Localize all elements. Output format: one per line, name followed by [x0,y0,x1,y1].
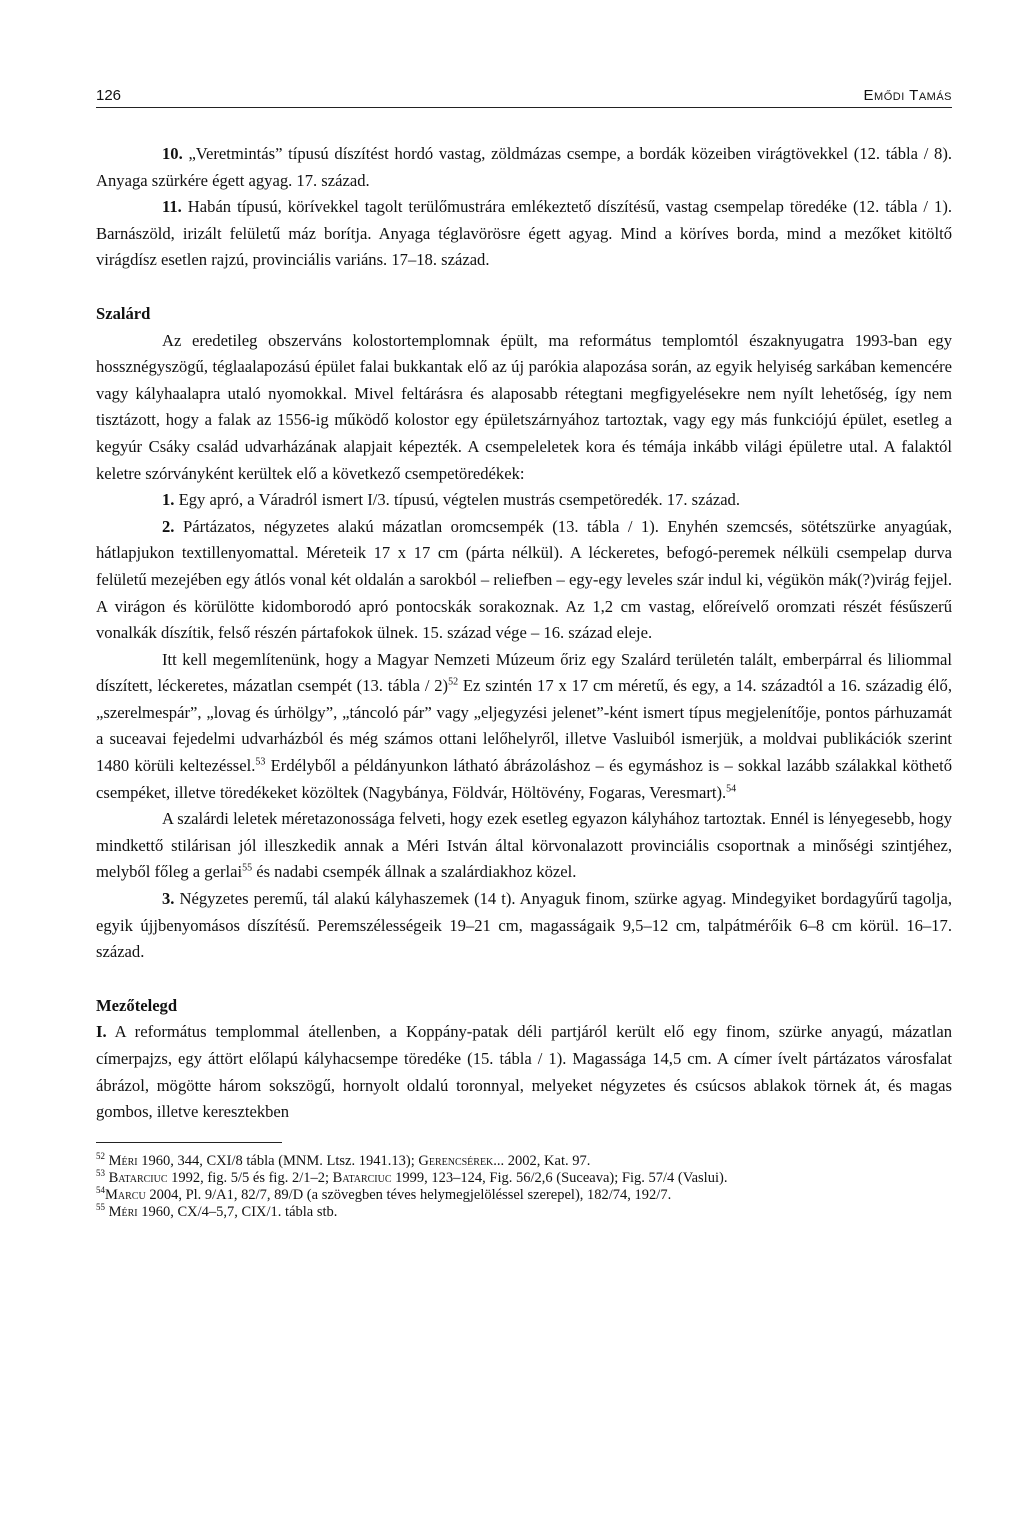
section-heading-szalard: Szalárd [96,303,151,323]
catalog-item-10 [96,141,952,194]
szalard-item-3 [96,886,952,966]
footnote-author: Méri [108,1152,138,1169]
footnote-ref-53[interactable]: 53 [255,756,266,768]
footnote-text: 1960, 344, CXI/8 tábla (MNM. Ltsz. 1941.13); [137,1152,419,1169]
szalard-paragraph-museum [96,647,952,807]
footnote-ref-55[interactable]: 55 [242,862,253,874]
footnote-text: 1999, 123–124, Fig. 56/2,6 (Suceava); Fig. 57/4 (Vaslui). [391,1169,728,1186]
mezotelegd-item-1 [96,1019,952,1125]
running-header [96,84,952,108]
footnote-author: Gerencsérek [418,1152,494,1169]
item-text: A református templommal átellenben, a Koppány-patak déli partjáról került elő egy finom, szürke anyagú, mázatlan címerpajzs, egy áttört előlapú kályhacsempe töredéke (15. tábla / 1). Magassága 14,5 cm. A címer ívelt pártázatos városfalat ábrázol, mögötte három sokszögű, hornyolt oldalú toronnyal, melyeket négyzetes és csúcsos ablakok törnek át, és magas gombos, illetve keresztekben [96,1022,952,1122]
text-run: Erdélyből a példányunkon látható ábrázoláshoz – és egymáshoz is – sokkal lazább szálakkal köthető csempéket, illetve töredékeket közöltek (Nagybánya, Földvár, Höltövény, Fogaras, Veresmart). [96,756,952,802]
footnote-number: 53 [96,1167,105,1178]
item-text: Habán típusú, körívekkel tagolt terülőmustrára emlékeztető díszítésű, vastag csempelap töredéke (12. tábla / 1). Barnászöld, irizált felületű máz borítja. Anyaga téglavörösre égett agyag. Mind a köríves borda, mind a mezőket kitöltő virágdísz esetlen rajzú, provinciális variáns. 17–18. század. [96,197,952,270]
footnote-author: Batarciuc [108,1169,168,1186]
szalard-intro-paragraph: Az eredetileg obszerváns kolostortemplomnak épült, ma református templomtól északnyugatra 1993-ban egy hossznégyszögű, téglaalapozású épület falai bukkantak elő az új parókia alapozása során, az egyik helyiség sarkában kemencére vagy kályhaalapra utaló nyomokkal. Mivel feltárásra és alaposabb rétegtani megfigyelésekre nem nyílt lehetőség, így nem tisztázott, hogy a falak az 1556-ig működő kolostor egy épületszárnyához tartoztak, vagy egy más funkciójú épület, esetleg a kegyúr Csáky család udvarházának alapjait képezték. A csempeleletek kora és témája inkább világi épületre utal. A falaktól keletre szórványként kerültek elő a következő csempetöredékek: [96,330,952,483]
footnote-ref-52[interactable]: 52 [448,676,459,688]
footnote-ref-54[interactable]: 54 [726,783,737,795]
footnote-number: 52 [96,1150,105,1161]
item-number: 10. [162,144,183,163]
footnote-52 [96,1150,952,1170]
footnote-text: 1992, fig. 5/5 és fig. 2/1–2; [167,1169,333,1186]
running-author: Emődi Tamás [863,87,952,104]
item-text: Egy apró, a Váradról ismert I/3. típusú, végtelen mustrás csempetöredék. 17. század. [174,490,741,510]
catalog-item-11 [96,194,952,274]
szalard-item-2 [96,514,952,647]
text-run: Itt kell megemlítenünk, hogy a Magyar Nemzeti Múzeum őriz egy Szalárd területén talált, emberpárral és liliommal díszített, léckeretes, mázatlan csempét (13. tábla / 2) [96,649,952,696]
text-run: és nadabi csempék állnak a szalárdiakhoz közel. [252,862,577,882]
footnote-number: 54 [96,1184,105,1195]
text-run: Ez szintén 17 x 17 cm méretű, és egy, a 14. századtól a 16. századig élő, „szerelmespár”, „lovag és úrhölgy”, „táncoló pár” vagy „eljegyzési jelenet”-ként ismert típus megjelenítője, pontos párhuzamát a suceavai fejedelmi udvarházból és még számos ottani lelőhelyről, illetve Vasluiból ismerjük, a moldvai publikációk szerint 1480 körüli keltezéssel. [96,676,952,776]
section-heading-mezotelegd: Mezőtelegd [96,995,178,1015]
footnote-author: Méri [108,1203,138,1220]
footnote-53 [96,1167,952,1187]
footnote-author: Batarciuc [332,1169,392,1186]
item-number: 11. [162,197,182,217]
footnote-text: 2004, Pl. 9/A1, 82/7, 89/D (a szövegben téves helymegjelöléssel szerepel), 182/74, 192/7. [145,1186,672,1203]
footnote-55 [96,1201,952,1221]
item-number: 2. [162,516,175,536]
page-number: 126 [96,87,122,104]
item-number: I. [96,1022,107,1042]
item-number: 1. [162,490,175,510]
footnote-text: ... 2002, Kat. 97. [493,1152,591,1169]
item-text: Pártázatos, négyzetes alakú mázatlan oromcsempék (13. tábla / 1). Enyhén szemcsés, sötétszürke anyagúak, hátlapjukon textillenyomattal. Méreteik 17 x 17 cm (párta nélkül). A léckeretes, befogó-peremek nélküli csempelap durva felületű mezejében egy átlós vonal két oldalán a sarokból – reliefben – egy-egy leveles szár indul ki, végükön mák(?)virág fejjel. A virágon és körülötte kidomborodó apró pontocskák sorakoznak. Az 1,2 cm vastag, előreívelő oromzati részét fésűszerű vonalkák díszítik, felső részén pártafokok ülnek. 15. század vége – 16. század eleje. [96,516,952,643]
footnote-number: 55 [96,1201,105,1212]
footnote-text: 1960, CX/4–5,7, CIX/1. tábla stb. [137,1203,338,1220]
item-number: 3. [162,889,175,909]
text-run: A szalárdi leletek méretazonossága felveti, hogy ezek esetleg egyazon kályhához tartoztak. Ennél is lényegesebb, hogy mindkettő stilárisan jól illeszkedik annak a Méri István által körvonalazott provinciális csoportnak a minőségi szintjéhez, melyből főleg a gerlai [96,809,952,882]
footnote-54 [96,1184,952,1204]
footnote-author: Marcu [105,1186,146,1203]
item-text: „Veretmintás” típusú díszítést hordó vastag, zöldmázas csempe, a bordák közeiben virágtövekkel (12. tábla / 8). Anyaga szürkére égett agyag. 17. század. [96,144,952,190]
szalard-item-1 [96,487,952,514]
szalard-paragraph-size [96,806,952,886]
item-text: Négyzetes peremű, tál alakú kályhaszemek (14 t). Anyaguk finom, szürke agyag. Mindegyiket bordagyűrű tagolja, egyik újjbenyomásos díszítésű. Peremszélességeik 19–21 cm, magasságaik 9,5–12 cm, talpátmérőik 6–8 cm körül. 16–17. század. [96,889,952,962]
document-page [96,84,952,1221]
